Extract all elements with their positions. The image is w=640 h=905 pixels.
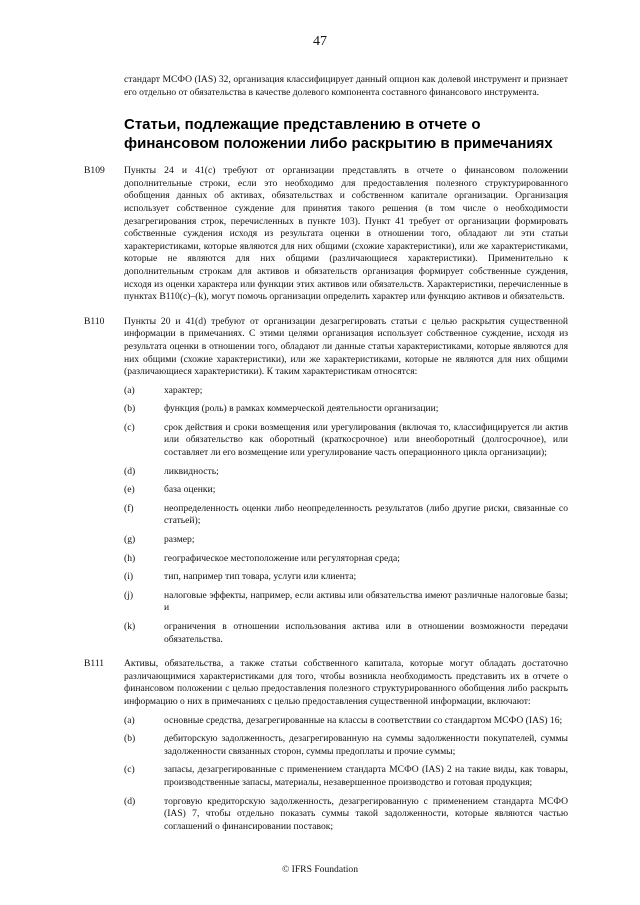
list-item-letter: (d) xyxy=(124,465,136,477)
paragraph-number: B111 xyxy=(84,658,105,670)
list-item-text: база оценки; xyxy=(164,484,216,496)
list-item xyxy=(84,466,568,479)
list-item-text: торговую кредиторскую задолженность, дезагрегированную с применением стандарта МСФО (IAS) 7, чтобы отдельно показать суммы такой задолженности, которые являются частью соглашений о финансировании поставок; xyxy=(164,795,568,832)
list-item xyxy=(84,733,568,758)
paragraph-b111 xyxy=(84,658,568,708)
list-item xyxy=(84,385,568,398)
list-item xyxy=(84,534,568,547)
list-item-letter: (c) xyxy=(124,421,135,433)
paragraph-b109 xyxy=(84,165,568,304)
list-item xyxy=(84,422,568,460)
list-item-text: ликвидность; xyxy=(164,465,219,477)
b111-list xyxy=(84,715,568,834)
list-item-letter: (f) xyxy=(124,502,134,514)
list-item xyxy=(84,484,568,497)
list-item-letter: (i) xyxy=(124,571,134,583)
list-item-text: налоговые эффекты, например, если активы или обязательства имеют различные налоговые базы; и xyxy=(164,589,568,614)
list-item-letter: (a) xyxy=(124,384,135,396)
list-item xyxy=(84,796,568,834)
list-item xyxy=(84,764,568,789)
paragraph-number: B109 xyxy=(84,165,105,177)
list-item-letter: (c) xyxy=(124,764,135,776)
paragraph-text: Активы, обязательства, а также статьи собственного капитала, которые могут обладать достаточно различающимися характеристиками для того, чтобы возникла необходимость представить их в отчете о финансовом положении с целью предоставления полезного структурированного обобщения либо раскрыть информацию о них в примечаниях с целью предоставления существенной информации, включают: xyxy=(124,658,568,707)
list-item-text: запасы, дезагрегированные с применением стандарта МСФО (IAS) 2 на такие виды, как товары, производственные запасы, материалы, незавершенное производство и готовая продукция; xyxy=(164,764,568,788)
list-item-text: ограничения в отношении использования актива или в отношении возможности передачи обязательства. xyxy=(164,621,568,645)
b110-list xyxy=(84,385,568,647)
list-item xyxy=(84,403,568,416)
list-item xyxy=(84,621,568,646)
list-item-letter: (a) xyxy=(124,714,135,726)
list-item xyxy=(84,590,568,615)
list-item-text: функция (роль) в рамках коммерческой деятельности организации; xyxy=(164,403,439,415)
list-item xyxy=(84,571,568,584)
list-item-letter: (k) xyxy=(124,621,136,632)
paragraph-text: Пункты 24 и 41(c) требуют от организации представлять в отчете о финансовом положении дополнительные строки, если это необходимо для предоставления полезного структурированного обобщения данных об активах, обязательствах и собственном капитале организации. Организация использует собственное суждение для принятия такого решения (в том числе о необходимости дезагрегирования строк, перечисленных в пункте 103). Пункт 41 требует от организации формировать собственные суждения исходя из результата оценки в отношении того, обладают ли эти статьи характеристиками, которые являются для них общими (схожие характеристики), или же характеристиками, которые не являются для них общими (различающиеся характеристики). Применительно к дополнительным строкам для активов и обязательств организация формирует собственные суждения, исходя из оценки характера или функции этих активов или обязательств. Характеристики, перечисленные в пунктах B110(c)–(k), могут помочь организации определить характер или функцию активов и обязательств. xyxy=(124,165,568,303)
list-item-letter: (h) xyxy=(124,552,136,564)
intro-paragraph: стандарт МСФО (IAS) 32, организация классифицирует данный опцион как долевой инструмент и признает его отдельно от обязательства в качестве долевого компонента составного финансового инструмента. xyxy=(124,74,568,98)
list-item-text: неопределенность оценки либо неопределенность результатов (либо другие риски, связанные со статьей); xyxy=(164,502,568,527)
list-item-letter: (g) xyxy=(124,534,136,546)
list-item-text: основные средства, дезагрегированные на классы в соответствии со стандартом МСФО (IAS) 16; xyxy=(164,714,563,726)
list-item xyxy=(84,715,568,728)
footer-copyright: © IFRS Foundation xyxy=(281,864,359,875)
list-item-text: размер; xyxy=(164,534,195,546)
list-item-letter: (d) xyxy=(124,795,136,807)
list-item-text: срок действия и сроки возмещения или урегулирования (включая то, классифицируется ли актив или обязательство как оборотный (краткосрочное) или внеоборотный (долгосрочное), или составляет ли его возмещение или урегулирование часть операционного цикла организации); xyxy=(164,421,568,459)
list-item-text: тип, например тип товара, услуги или клиента; xyxy=(164,571,357,583)
list-item xyxy=(84,553,568,566)
list-item-text: дебиторскую задолженность, дезагрегированную на суммы задолженности покупателей, суммы задолженности связанных сторон, суммы предоплаты и прочие суммы; xyxy=(164,733,568,757)
page-number: 47 xyxy=(313,34,327,49)
page-content xyxy=(84,74,568,833)
list-item xyxy=(84,503,568,528)
list-item-text: географическое местоположение или регуляторная среда; xyxy=(164,552,400,564)
list-item-letter: (e) xyxy=(124,484,135,496)
list-item-letter: (b) xyxy=(124,403,136,415)
paragraph-b110 xyxy=(84,316,568,379)
list-item-letter: (j) xyxy=(124,589,134,601)
paragraph-number: B110 xyxy=(84,315,105,327)
list-item-letter: (b) xyxy=(124,733,136,745)
section-heading: Статьи, подлежащие представлению в отчете о финансовом положении либо раскрытию в примечаниях xyxy=(124,116,553,153)
list-item-text: характер; xyxy=(164,384,203,396)
paragraph-text: Пункты 20 и 41(d) требуют от организации дезагрегировать статьи с целью раскрытия существенной информации в примечаниях. С этими целями организация использует собственное суждение, исходя из результата оценки в отношении того, обладают ли данные статьи характеристиками, которые являются для них общими (схожие характеристики), или же характеристиками, которые не являются для них общими (различающиеся характеристики). К таким характеристикам относятся: xyxy=(124,315,568,378)
